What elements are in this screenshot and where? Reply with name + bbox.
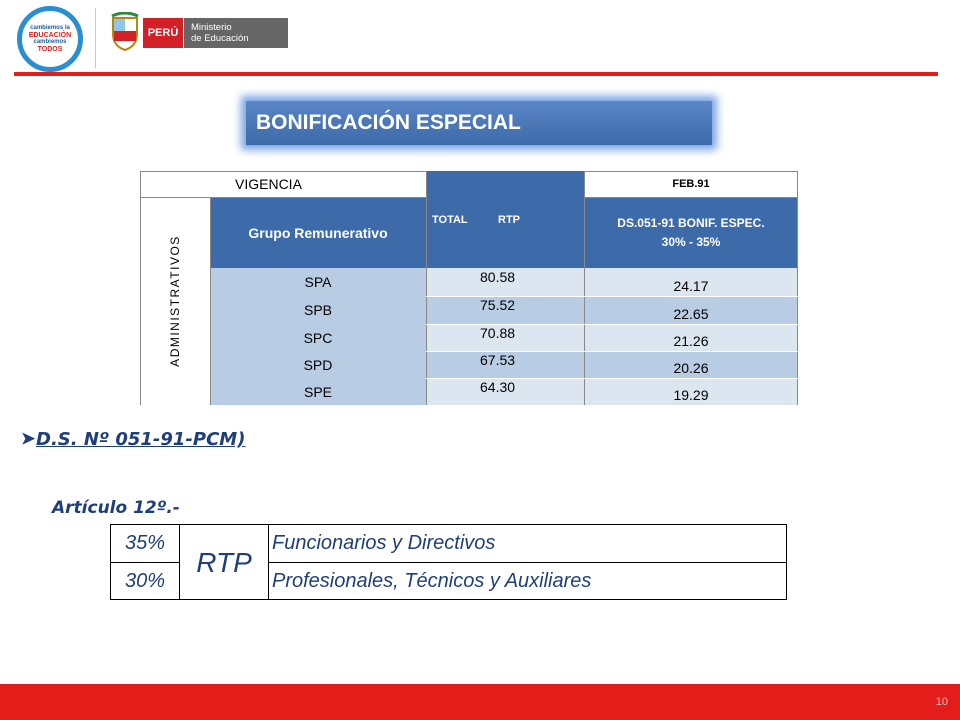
ds-bonif-header: DS.051-91 BONIF. ESPEC. 30% - 35% xyxy=(584,197,798,268)
grid-line xyxy=(584,197,798,198)
administrativos-label xyxy=(140,197,210,405)
grid-line xyxy=(140,197,426,198)
grid-line xyxy=(797,171,798,405)
bonif-cell: 20.26 xyxy=(584,351,798,378)
rtp-cell: 75.52 xyxy=(426,296,584,324)
bonif-cell: 21.26 xyxy=(584,324,798,351)
decree-link[interactable]: D.S. Nº 051-91-PCM) xyxy=(36,429,246,450)
page-title: BONIFICACIÓN ESPECIAL xyxy=(246,101,712,145)
vigencia-header: VIGENCIA xyxy=(235,176,302,192)
feb-header: FEB.91 xyxy=(672,178,710,190)
profesionales-label: Profesionales, Técnicos y Auxiliares xyxy=(272,570,592,592)
rtp-percentage-table xyxy=(110,524,787,600)
grid-line xyxy=(210,197,211,405)
grupo-cell: SPE xyxy=(303,383,332,400)
logo-line-2: EDUCACIÓN xyxy=(28,32,72,39)
coat-of-arms-icon xyxy=(110,12,140,52)
grid-line xyxy=(426,324,798,325)
grid-line xyxy=(140,171,141,405)
bonificacion-table xyxy=(140,171,798,405)
grupo-cell: SPC xyxy=(303,329,333,346)
page-number: 10 xyxy=(935,696,948,708)
ministry-badge xyxy=(184,18,288,48)
grid-line xyxy=(584,171,798,172)
total-rtp-header: TOTAL RTP xyxy=(426,171,584,268)
rtp-label: RTP xyxy=(179,525,269,600)
pct-30: 30% xyxy=(124,570,166,592)
arrow-bullet-icon: ➤ xyxy=(21,429,36,448)
peru-badge: PERÚ xyxy=(143,18,183,48)
grupo-cell: SPA xyxy=(304,274,332,290)
bonif-cell: 24.17 xyxy=(584,268,798,296)
article-heading: Artículo 12º.- xyxy=(52,498,180,518)
ministry-line-2: de Educación xyxy=(191,33,249,44)
funcionarios-label: Funcionarios y Directivos xyxy=(269,525,786,563)
rtp-cell: 67.53 xyxy=(426,351,584,378)
grupo-header: Grupo Remunerativo xyxy=(210,197,426,268)
bonif-cell: 19.29 xyxy=(584,378,798,405)
footer-bar xyxy=(0,684,960,720)
grid-line xyxy=(140,171,426,172)
grid-line xyxy=(426,296,798,297)
grid-line xyxy=(426,351,798,352)
administrativos-text: ADMINISTRATIVOS xyxy=(168,235,182,367)
ministry-line-1: Ministerio xyxy=(191,22,232,33)
grupo-cell: SPB xyxy=(303,302,332,318)
grid-line xyxy=(584,171,585,405)
rtp-cell: 64.30 xyxy=(426,378,584,405)
bonif-cell: 22.65 xyxy=(584,296,798,324)
logo-line-3: cambiemos xyxy=(33,39,67,45)
rtp-cell: 70.88 xyxy=(426,324,584,351)
grid-line xyxy=(426,171,427,405)
pct-35: 35% xyxy=(111,525,179,563)
grupo-cell: SPD xyxy=(303,356,333,373)
header-rule xyxy=(14,72,938,76)
cambiemos-logo xyxy=(17,6,83,72)
logo-line-4: TODOS xyxy=(37,46,63,53)
rtp-cell: 80.58 xyxy=(426,268,584,296)
logo-line-1: cambiemos la xyxy=(30,25,70,31)
grid-line xyxy=(426,378,798,379)
header-separator xyxy=(95,8,96,68)
